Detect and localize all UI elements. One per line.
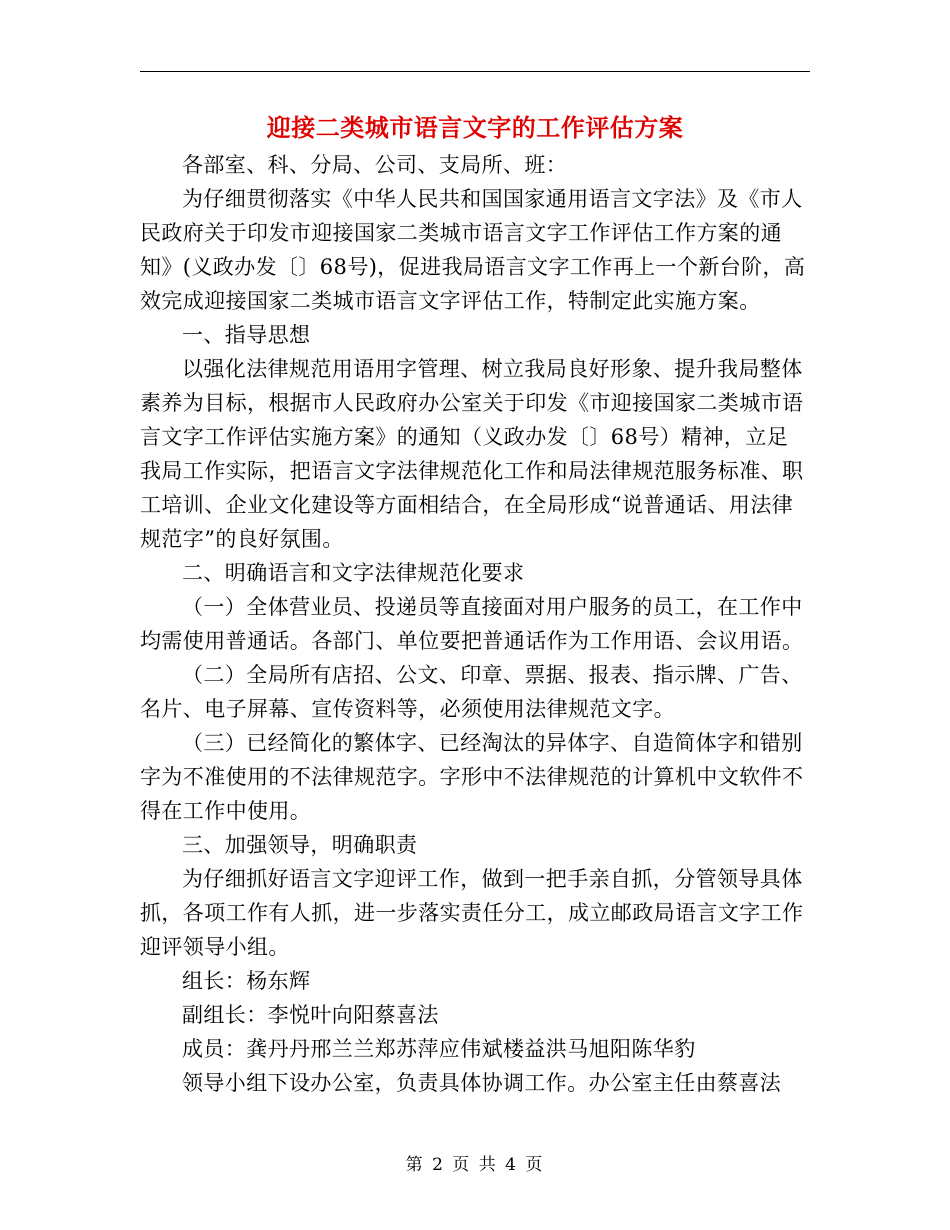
paragraph-office: 领导小组下设办公室，负责具体协调工作。办公室主任由蔡喜法	[182, 1071, 782, 1095]
paragraph-requirement-3: （三）已经简化的繁体字、已经淘汰的异体字、自造简体字和错别字为不准使用的不法律规范字。字形中不法律规范的计算机中文软件不得在工作中使用。	[140, 731, 804, 823]
document-title: 迎接二类城市语言文字的工作评估方案	[266, 113, 684, 142]
paragraph-deputy-leader: 副组长：李悦叶向阳蔡喜法	[182, 1003, 439, 1027]
paragraph-intro: 为仔细贯彻落实《中华人民共和国国家通用语言文字法》及《市人民政府关于印发市迎接国家二类城市语言文字工作评估工作方案的通知》(义政办发〔〕68号)，促进我局语言文字工作再上一个新台阶，高效完成迎接国家二类城市语言文字评估工作，特制定此实施方案。	[140, 187, 806, 313]
paragraph-requirement-1: （一）全体营业员、投递员等直接面对用户服务的员工，在工作中均需使用普通话。各部门、单位要把普通话作为工作用语、会议用语。	[140, 595, 804, 653]
paragraph-members: 成员：龚丹丹邢兰兰郑苏萍应伟斌楼益洪马旭阳陈华豹	[182, 1037, 696, 1061]
paragraph-guiding-thought: 以强化法律规范用语用字管理、树立我局良好形象、提升我局整体素养为目标，根据市人民政府办公室关于印发《市迎接国家二类城市语言文字工作评估实施方案》的通知（义政办发〔〕68号）精神，立足我局工作实际，把语言文字法律规范化工作和局法律规范服务标准、职工培训、企业文化建设等方面相结合，在全局形成“说普通话、用法律规范字”的良好氛围。	[140, 357, 804, 551]
paragraph-group-leader: 组长：杨东辉	[182, 969, 311, 993]
page-footer: 第 2 页 共 4 页	[405, 1155, 545, 1175]
paragraph-leadership: 为仔细抓好语言文字迎评工作，做到一把手亲自抓，分管领导具体抓，各项工作有人抓，进一步落实责任分工，成立邮政局语言文字工作迎评领导小组。	[140, 867, 804, 959]
header-rule	[140, 71, 810, 72]
paragraph-salutation: 各部室、科、分局、公司、支局所、班：	[182, 153, 568, 177]
paragraph-requirement-2: （二）全局所有店招、公文、印章、票据、报表、指示牌、广告、名片、电子屏幕、宣传资料等，必须使用法律规范文字。	[140, 663, 803, 721]
document-body	[140, 148, 806, 1100]
heading-leadership: 三、加强领导，明确职责	[182, 833, 418, 857]
heading-guiding-thought: 一、指导思想	[182, 323, 311, 347]
heading-requirements: 二、明确语言和文字法律规范化要求	[182, 561, 525, 585]
